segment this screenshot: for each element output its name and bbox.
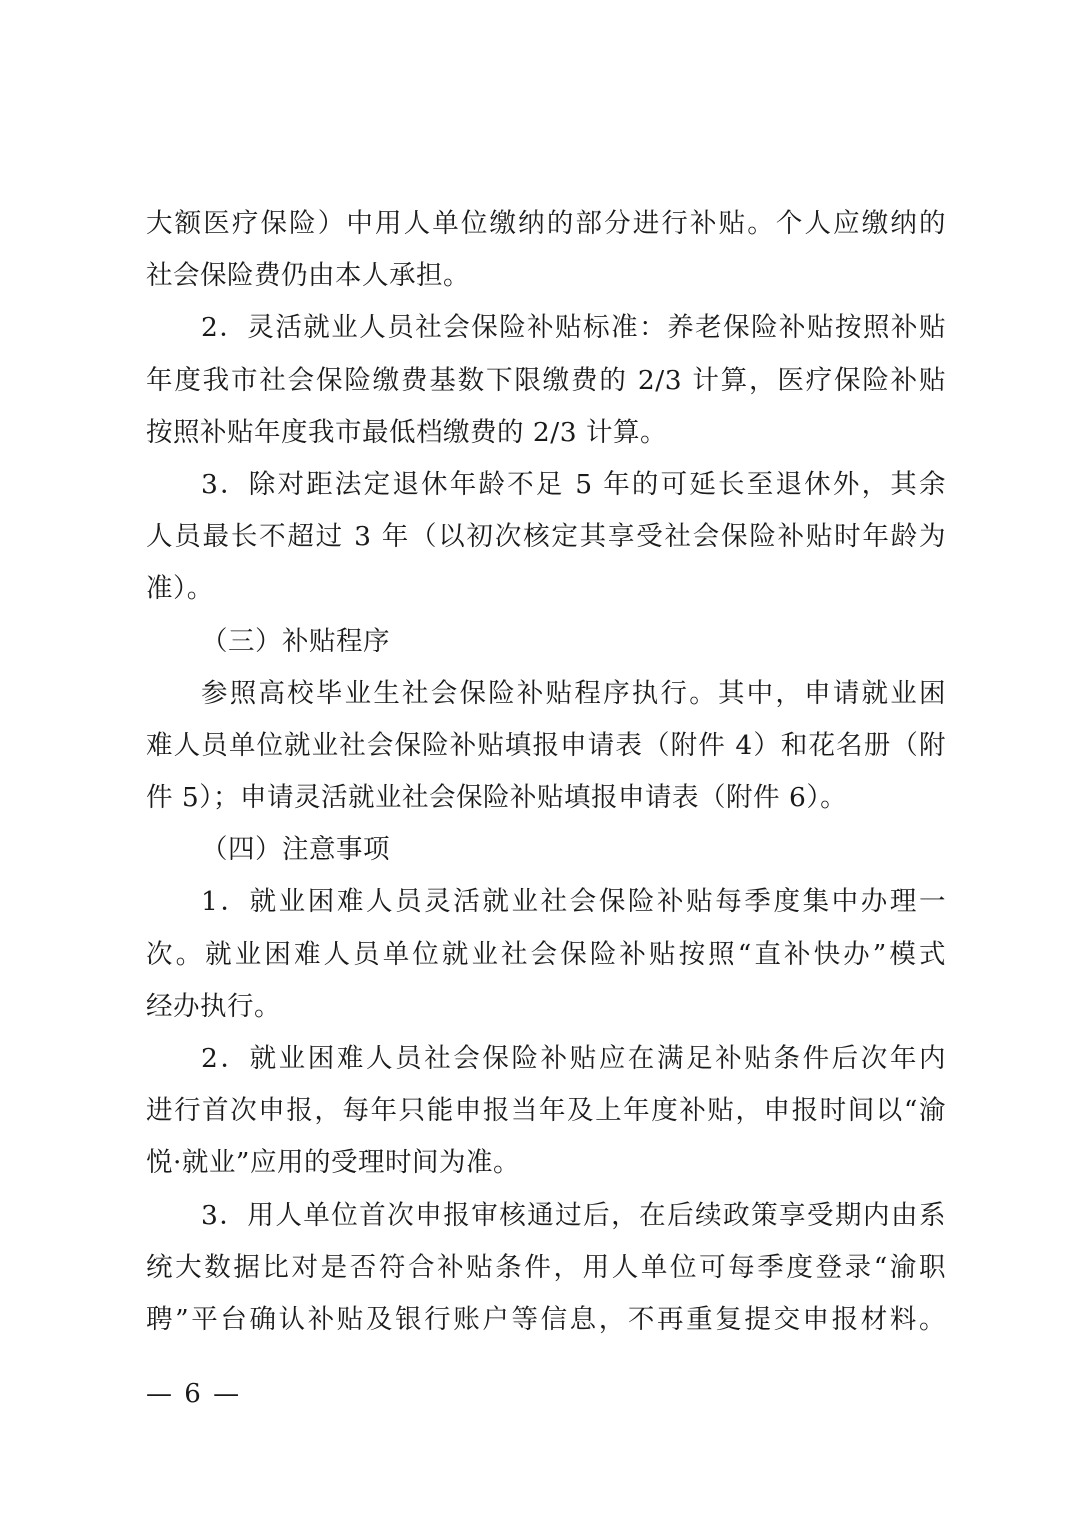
text-line: 2．灵活就业人员社会保险补贴标准：养老保险补贴按照补贴 xyxy=(201,312,946,344)
text-line: 人员最长不超过 3 年（以初次核定其享受社会保险补贴时年龄为 xyxy=(146,521,946,553)
text-line: 准）。 xyxy=(146,573,214,605)
text-line: 统大数据比对是否符合补贴条件，用人单位可每季度登录“渝职 xyxy=(146,1251,946,1283)
text-line: 进行首次申报，每年只能申报当年及上年度补贴，申报时间以“渝 xyxy=(146,1095,946,1127)
text-line: 3．用人单位首次申报审核通过后，在后续政策享受期内由系 xyxy=(201,1199,946,1231)
text-line: 难人员单位就业社会保险补贴填报申请表（附件 4）和花名册（附 xyxy=(146,729,946,761)
text-line: 经办执行。 xyxy=(146,990,281,1022)
page-number: — 6 — xyxy=(146,1379,242,1409)
text-line: 3．除对距法定退休年龄不足 5 年的可延长至退休外，其余 xyxy=(201,468,946,500)
text-line: 1．就业困难人员灵活就业社会保险补贴每季度集中办理一 xyxy=(201,886,946,918)
text-line: 按照补贴年度我市最低档缴费的 2/3 计算。 xyxy=(146,416,667,448)
section-heading: （四）注意事项 xyxy=(201,834,390,866)
body-text xyxy=(146,198,946,1346)
text-line: 年度我市社会保险缴费基数下限缴费的 2/3 计算，医疗保险补贴 xyxy=(146,364,946,396)
text-line: 聘”平台确认补贴及银行账户等信息，不再重复提交申报材料。 xyxy=(146,1303,946,1335)
text-line: 件 5）；申请灵活就业社会保险补贴填报申请表（附件 6）。 xyxy=(146,782,848,814)
text-line: 社会保险费仍由本人承担。 xyxy=(146,260,470,292)
text-line: 悦·就业”应用的受理时间为准。 xyxy=(146,1147,520,1179)
text-line: 2．就业困难人员社会保险补贴应在满足补贴条件后次年内 xyxy=(201,1043,946,1074)
text-line: 次。就业困难人员单位就业社会保险补贴按照“直补快办”模式 xyxy=(146,938,946,970)
text-line: 参照高校毕业生社会保险补贴程序执行。其中，申请就业困 xyxy=(201,677,946,709)
section-heading: （三）补贴程序 xyxy=(201,625,390,657)
text-line: 大额医疗保险）中用人单位缴纳的部分进行补贴。个人应缴纳的 xyxy=(146,208,946,239)
